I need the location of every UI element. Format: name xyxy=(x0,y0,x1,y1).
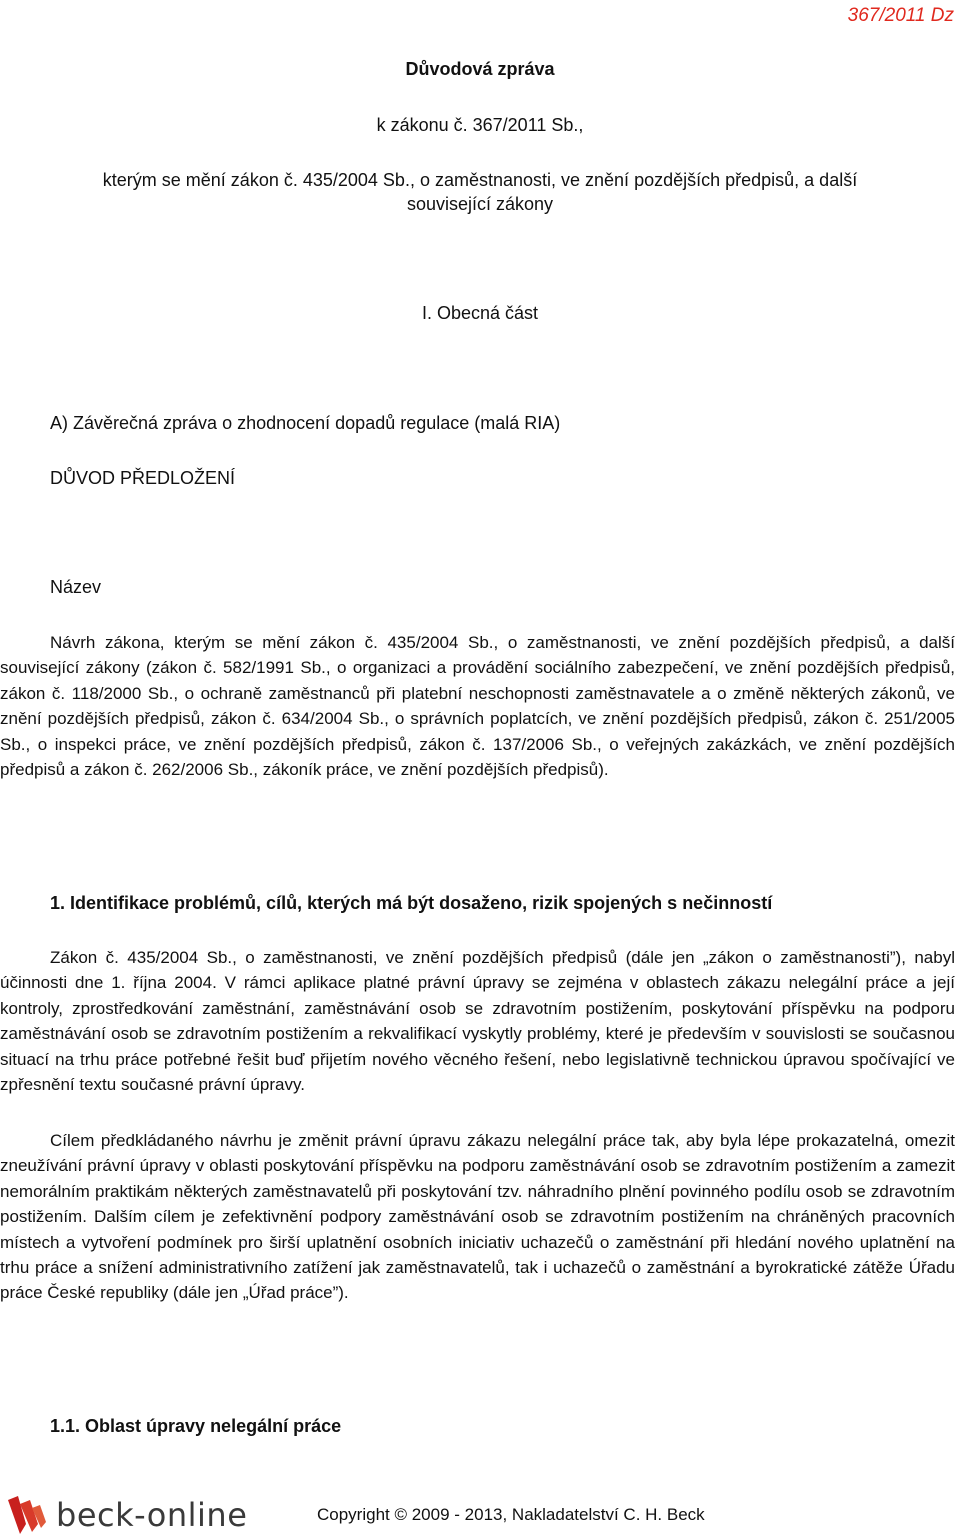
logo-text: beck-online xyxy=(56,1496,248,1534)
name-heading: Název xyxy=(50,577,102,597)
paragraph-1-text: Zákon č. 435/2004 Sb., o zaměstnanosti, ve znění pozdějších předpisů (dále jen „zákon o zaměstnanosti”), nabyl účinnosti dne 1. října 2004. V rámci aplikace platné právní úpravy se zejména v oblastech zákazu nelegální práce a její kontroly, zprostředkování zaměstnání, zaměstnávání osob se zdravotním postižením, poskytování příspěvku na podporu zaměstnávání osob se zdravotním postižením a rekvalifikací vyskytly problémy, které je především v souvislosti se současnou situací na trhu práce potřebné řešit buď přijetím nového věcného řešení, nebo legislativně technickou úpravou spočívající ve zpřesnění textu současné právní úpravy. xyxy=(0,948,955,1095)
paragraph-2-text: Cílem předkládaného návrhu je změnit právní úpravu zákazu nelegální práce tak, aby byla lépe prokazatelná, omezit zneužívání právní úpravy v oblasti poskytování příspěvku na podporu zaměstnávání osob se zdravotním postižením a zamezit nemorálním praktikám některých zaměstnavatelů při poskytování tzv. náhradního plnění povinného podílu osob se zdravotním postižením. Dalším cílem je zefektivnění podpory zaměstnávání osob se zdravotním postižením na chráněných pracovních místech a vytvoření podmínek pro širší uplatnění osobních iniciativ uchazečů o zaměstnání při hledání nového uplatnění na trhu práce a snížení administrativního zatížení jak zaměstnavatelů, tak i uchazečů o zaměstnání a byrokratické zátěže Úřadu práce České republiky (dále jen „Úřad práce”). xyxy=(0,1131,955,1303)
name-paragraph xyxy=(0,630,955,782)
document-reference: 367/2011 Dz xyxy=(847,5,954,26)
paragraph-2 xyxy=(0,1128,955,1306)
section-general-heading: I. Obecná část xyxy=(421,303,539,323)
copyright-text: Copyright © 2009 - 2013, Nakladatelství C. H. Beck xyxy=(317,1505,705,1524)
paragraph-1 xyxy=(0,945,955,1097)
subsection-heading: 1.1. Oblast úpravy nelegální práce xyxy=(50,1416,342,1436)
problems-heading: 1. Identifikace problémů, cílů, kterých má být dosaženo, rizik spojených s nečinností xyxy=(50,893,773,913)
ria-heading: A) Závěrečná zpráva o zhodnocení dopadů regulace (malá RIA) xyxy=(50,413,561,433)
beck-logo-icon xyxy=(4,1494,48,1536)
reason-heading: DŮVOD PŘEDLOŽENÍ xyxy=(50,468,236,488)
document-subject-line2: související zákony xyxy=(406,194,554,214)
document-subtitle: k zákonu č. 367/2011 Sb., xyxy=(376,115,584,135)
beck-online-logo xyxy=(4,1494,247,1536)
document-title: Důvodová zpráva xyxy=(405,59,555,79)
document-subject-line1: kterým se mění zákon č. 435/2004 Sb., o zaměstnanosti, ve znění pozdějších předpisů, a další xyxy=(102,170,858,190)
name-paragraph-text: Návrh zákona, kterým se mění zákon č. 435/2004 Sb., o zaměstnanosti, ve znění pozdějších předpisů, a další související zákony (zákon č. 582/1991 Sb., o organizaci a provádění sociálního zabezpečení, ve znění pozdějších předpisů, zákon č. 118/2000 Sb., o ochraně zaměstnanců při platební neschopnosti zaměstnavatele a o změně některých zákonů, ve znění pozdějších předpisů, zákon č. 634/2004 Sb., o správních poplatcích, ve znění pozdějších předpisů, zákon č. 251/2005 Sb., o inspekci práce, ve znění pozdějších předpisů, zákon č. 137/2006 Sb., o veřejných zakázkách, ve znění pozdějších předpisů a zákon č. 262/2006 Sb., zákoník práce, ve znění pozdějších předpisů). xyxy=(0,633,955,780)
